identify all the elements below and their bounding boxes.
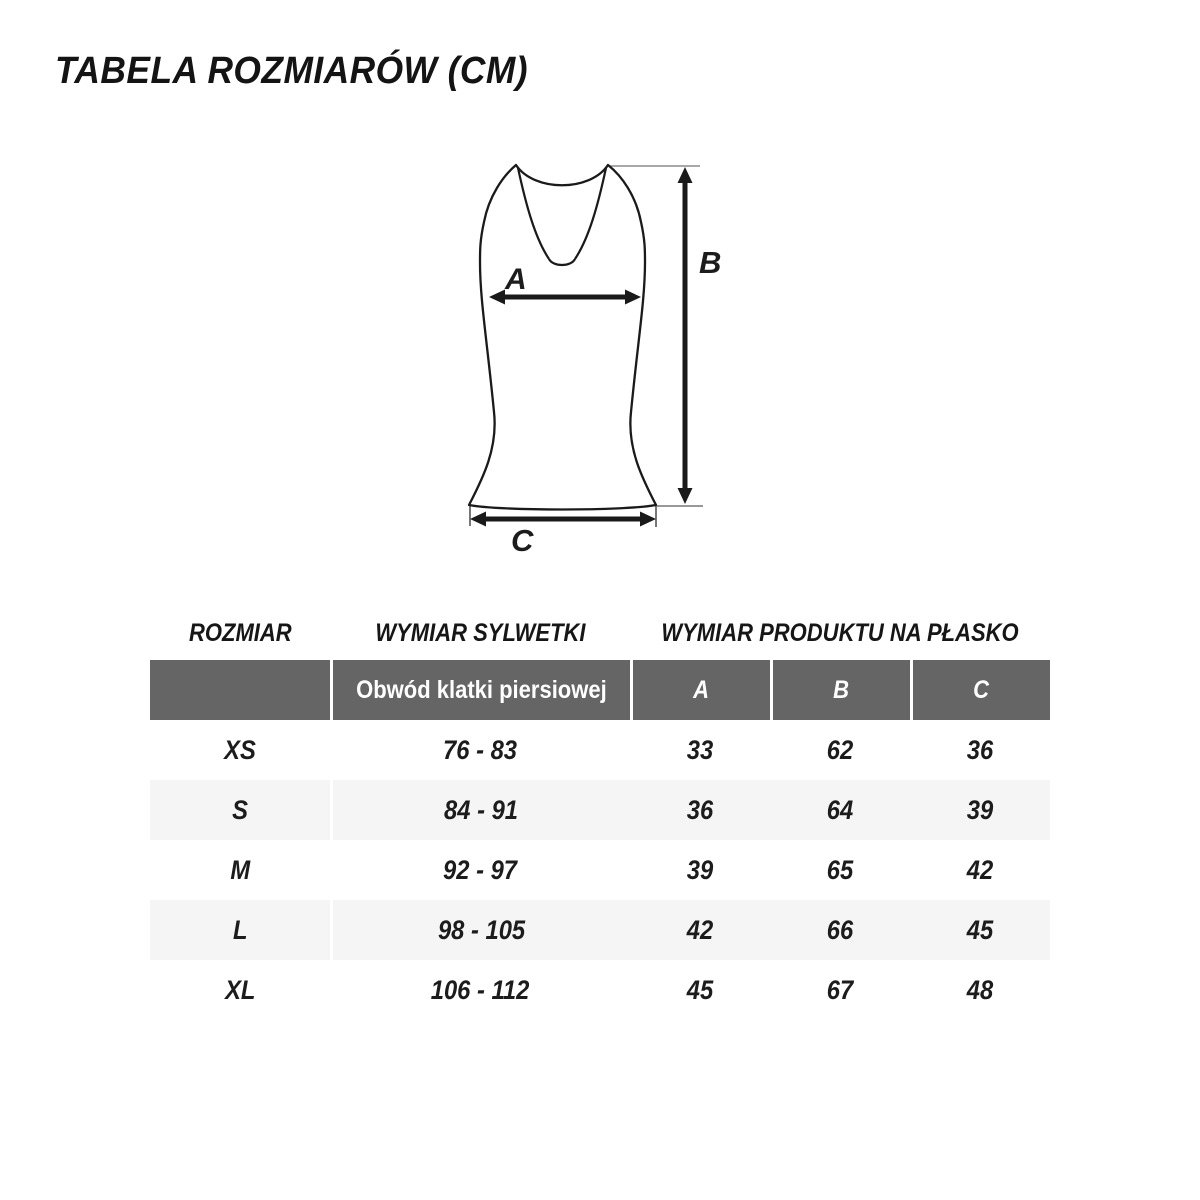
page-title [55,50,564,93]
table-row-m [150,840,1050,900]
page-title-text: TABELA ROZMIARÓW (CM) [55,50,529,92]
group-header-size: ROZMIAR [188,618,292,647]
arrow-c-icon [470,512,656,527]
column-group-headers [150,606,1050,660]
header-cell-chest: Obwód klatki piersiowej [330,660,630,720]
header-cell-b: B [770,660,910,720]
b-cell: 67 [826,974,854,1005]
b-cell: 64 [770,780,910,840]
header-cell-a: A [630,660,770,720]
header-cell-size [150,660,330,720]
a-cell: 45 [686,974,714,1005]
a-cell: 36 [630,780,770,840]
c-cell: 36 [966,734,994,765]
size-cell: XL [224,974,256,1005]
a-cell: 33 [686,734,714,765]
group-header-body-measure: WYMIAR SYLWETKI [374,618,586,647]
c-cell: 48 [966,974,994,1005]
size-cell: XS [224,734,256,765]
b-cell: 65 [826,854,854,885]
a-cell: 42 [630,900,770,960]
c-cell: 39 [910,780,1050,840]
chest-cell: 92 - 97 [443,854,517,885]
chest-cell: 106 - 112 [430,974,530,1005]
a-cell: 39 [686,854,714,885]
arrow-b-icon [678,167,693,504]
measure-label-b: B [699,245,722,280]
group-header-flat-measure: WYMIAR PRODUKTU NA PŁASKO [661,618,1019,647]
chest-cell: 76 - 83 [443,734,517,765]
c-cell: 45 [910,900,1050,960]
table-row-s [150,780,1050,840]
table-row-xs [150,720,1050,780]
b-cell: 62 [826,734,854,765]
size-table [150,660,1050,1020]
table-row-xl [150,960,1050,1020]
header-cell-c: C [910,660,1050,720]
size-cell: S [150,780,330,840]
table-row-l [150,900,1050,960]
chest-cell: 84 - 91 [330,780,630,840]
size-table-header-row [150,660,1050,720]
chest-cell: 98 - 105 [330,900,630,960]
measure-label-a: A [505,263,527,296]
garment-diagram [430,140,790,570]
size-cell: M [230,854,250,885]
tank-top-outline-icon [469,165,656,510]
c-cell: 42 [966,854,994,885]
size-cell: L [150,900,330,960]
measure-label-c: C [511,523,534,558]
b-cell: 66 [770,900,910,960]
